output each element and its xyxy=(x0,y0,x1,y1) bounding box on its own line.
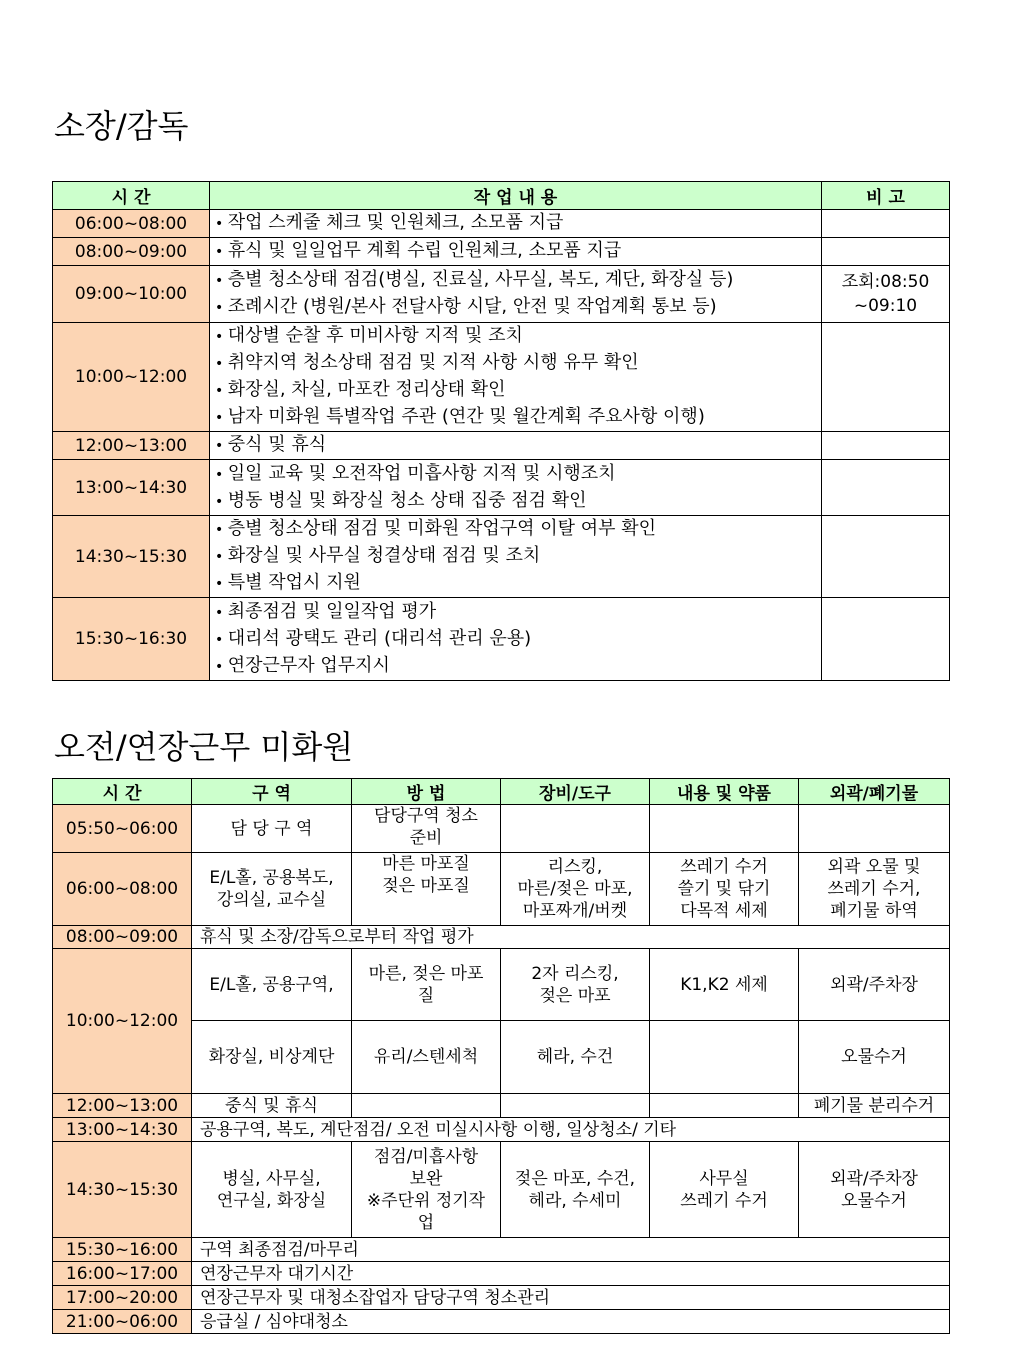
tools-cell xyxy=(501,805,650,853)
table-row xyxy=(53,1118,950,1142)
table-row xyxy=(53,1094,950,1118)
method-cell xyxy=(352,1094,501,1118)
time-cell: 16:00~17:00 xyxy=(53,1262,192,1286)
method-cell xyxy=(352,805,501,853)
time-cell: 21:00~06:00 xyxy=(53,1310,192,1334)
table-row xyxy=(53,1142,950,1238)
bullet-item: • 일일 교육 및 오전작업 미흡사항 지적 및 시행조치 xyxy=(215,461,817,488)
method-cell: 유리/스텐세척 xyxy=(352,1021,501,1094)
time-cell: 09:00~10:00 xyxy=(53,266,210,323)
bullet-item: • 화장실, 차실, 마포칸 정리상태 확인 xyxy=(215,377,817,404)
table-row xyxy=(53,266,950,323)
outer-cell xyxy=(799,1142,950,1238)
content-cell xyxy=(650,1021,799,1094)
bullet-item: • 특별 작업시 지원 xyxy=(215,570,817,597)
method-text: 마른, 젖은 마포 질 xyxy=(368,963,484,1006)
table-row xyxy=(53,516,950,598)
table-row xyxy=(53,432,950,460)
time-cell: 15:30~16:30 xyxy=(53,598,210,681)
content-cell xyxy=(650,853,799,926)
method-cell xyxy=(352,1142,501,1238)
content-cell: K1,K2 세제 xyxy=(650,949,799,1021)
content-text: 쓰레기 수거 쓸기 및 닦기 다목적 세제 xyxy=(677,857,771,921)
note-cell xyxy=(822,266,950,323)
content-text: 사무실 쓰레기 수거 xyxy=(680,1168,768,1211)
time-cell: 13:00~14:30 xyxy=(53,1118,192,1142)
area-cell: 담 당 구 역 xyxy=(192,805,352,853)
area-text: E/L홀, 공용복도, 강의실, 교수실 xyxy=(209,868,334,910)
content-cell xyxy=(210,598,822,681)
table-row xyxy=(53,323,950,432)
table-row xyxy=(53,598,950,681)
outer-cell: 오물수거 xyxy=(799,1021,950,1094)
bullet-item: • 휴식 및 일일업무 계획 수립 인원체크, 소모품 지급 xyxy=(215,238,817,265)
section-title-supervisor: 소장/감독 xyxy=(54,107,189,145)
header-content: 작 업 내 용 xyxy=(210,182,822,210)
merged-text-cell: 연장근무자 및 대청소잡업자 담당구역 청소관리 xyxy=(192,1286,950,1310)
time-cell: 13:00~14:30 xyxy=(53,460,210,516)
header-tools: 장비/도구 xyxy=(501,779,650,805)
method-cell xyxy=(352,949,501,1021)
table-row xyxy=(53,1286,950,1310)
area-text: 병실, 사무실, 연구실, 화장실 xyxy=(216,1168,327,1211)
table-header-row xyxy=(53,182,950,210)
time-cell: 06:00~08:00 xyxy=(53,853,192,926)
area-cell: 화장실, 비상계단 xyxy=(192,1021,352,1094)
time-cell: 06:00~08:00 xyxy=(53,210,210,238)
table-row xyxy=(53,805,950,853)
method-cell xyxy=(352,853,501,926)
content-cell xyxy=(210,238,822,266)
note-cell xyxy=(822,460,950,516)
header-time: 시 간 xyxy=(53,182,210,210)
method-text: 마른 마포질 젖은 마포질 xyxy=(382,854,470,896)
content-cell xyxy=(210,516,822,598)
time-cell: 15:30~16:00 xyxy=(53,1238,192,1262)
content-cell xyxy=(650,805,799,853)
outer-cell xyxy=(799,805,950,853)
outer-cell: 외곽/주차장 xyxy=(799,949,950,1021)
area-cell xyxy=(192,1142,352,1238)
note-cell xyxy=(822,432,950,460)
tools-cell xyxy=(501,853,650,926)
header-method: 방 법 xyxy=(352,779,501,805)
outer-text: 외곽/주차장 오물수거 xyxy=(830,1168,918,1211)
time-cell: 10:00~12:00 xyxy=(53,949,192,1094)
content-cell xyxy=(210,266,822,323)
bullet-item: • 남자 미화원 특별작업 주관 (연간 및 월간계획 주요사항 이행) xyxy=(215,404,817,431)
bullet-item: • 대리석 광택도 관리 (대리석 관리 운용) xyxy=(215,626,817,653)
area-cell: 중식 및 휴식 xyxy=(192,1094,352,1118)
content-cell xyxy=(210,460,822,516)
outer-cell xyxy=(799,853,950,926)
area-cell: E/L홀, 공용구역, xyxy=(192,949,352,1021)
table-row xyxy=(53,460,950,516)
note-cell xyxy=(822,210,950,238)
bullet-item: • 병동 병실 및 화장실 청소 상태 집중 점검 확인 xyxy=(215,488,817,515)
time-cell: 14:30~15:30 xyxy=(53,516,210,598)
time-cell: 10:00~12:00 xyxy=(53,323,210,432)
content-cell xyxy=(210,432,822,460)
header-content: 내용 및 약품 xyxy=(650,779,799,805)
content-cell xyxy=(650,1094,799,1118)
bullet-item: • 화장실 및 사무실 청결상태 점검 및 조치 xyxy=(215,543,817,570)
method-text: 담당구역 청소 준비 xyxy=(374,806,478,848)
header-area: 구 역 xyxy=(192,779,352,805)
cleaner-schedule-table xyxy=(52,778,950,1334)
bullet-item: • 최종점검 및 일일작업 평가 xyxy=(215,599,817,626)
outer-cell: 폐기물 분리수거 xyxy=(799,1094,950,1118)
note-cell xyxy=(822,238,950,266)
note-cell xyxy=(822,516,950,598)
tools-cell xyxy=(501,1142,650,1238)
note-text: 조회:08:50 ~09:10 xyxy=(841,272,930,316)
bullet-item: • 작업 스케줄 체크 및 인원체크, 소모품 지급 xyxy=(215,210,817,237)
bullet-item: • 연장근무자 업무지시 xyxy=(215,653,817,680)
content-cell xyxy=(650,1142,799,1238)
note-cell xyxy=(822,598,950,681)
supervisor-schedule-table xyxy=(52,181,950,681)
time-cell: 05:50~06:00 xyxy=(53,805,192,853)
merged-text-cell: 응급실 / 심야대청소 xyxy=(192,1310,950,1334)
time-cell: 14:30~15:30 xyxy=(53,1142,192,1238)
merged-text-cell: 구역 최종점검/마무리 xyxy=(192,1238,950,1262)
tools-cell xyxy=(501,949,650,1021)
time-cell: 12:00~13:00 xyxy=(53,1094,192,1118)
header-outer: 외곽/폐기물 xyxy=(799,779,950,805)
outer-text: 외곽 오물 및 쓰레기 수거, 폐기물 하역 xyxy=(827,857,921,921)
tools-cell xyxy=(501,1094,650,1118)
table-header-row xyxy=(53,779,950,805)
table-row xyxy=(53,926,950,949)
table-row xyxy=(53,210,950,238)
section-title-cleaners: 오전/연장근무 미화원 xyxy=(54,728,354,766)
merged-text-cell: 휴식 및 소장/감독으로부터 작업 평가 xyxy=(192,926,950,949)
table-row xyxy=(53,238,950,266)
tools-text: 젖은 마포, 수건, 헤라, 수세미 xyxy=(514,1168,636,1211)
bullet-item: • 층별 청소상태 점검 및 미화원 작업구역 이탈 여부 확인 xyxy=(215,516,817,543)
time-cell: 12:00~13:00 xyxy=(53,432,210,460)
table-row xyxy=(53,1238,950,1262)
area-cell xyxy=(192,853,352,926)
time-cell: 17:00~20:00 xyxy=(53,1286,192,1310)
header-note: 비 고 xyxy=(822,182,950,210)
time-cell: 08:00~09:00 xyxy=(53,238,210,266)
bullet-item: • 취약지역 청소상태 점검 및 지적 사항 시행 유무 확인 xyxy=(215,350,817,377)
content-cell xyxy=(210,210,822,238)
bullet-item: • 중식 및 휴식 xyxy=(215,432,817,459)
table-row xyxy=(53,1310,950,1334)
method-text: 점검/미흡사항 보완 ※주단위 정기작 업 xyxy=(366,1146,486,1233)
merged-text-cell: 공용구역, 복도, 계단점검/ 오전 미실시사항 이행, 일상청소/ 기타 xyxy=(192,1118,950,1142)
bullet-item: • 층별 청소상태 점검(병실, 진료실, 사무실, 복도, 계단, 화장실 등) xyxy=(215,267,817,294)
bullet-item: • 조례시간 (병원/본사 전달사항 시달, 안전 및 작업계획 통보 등) xyxy=(215,294,817,321)
bullet-item: • 대상별 순찰 후 미비사항 지적 및 조치 xyxy=(215,323,817,350)
merged-text-cell: 연장근무자 대기시간 xyxy=(192,1262,950,1286)
table-row xyxy=(53,949,950,1021)
tools-text: 리스킹, 마른/젖은 마포, 마포짜개/버켓 xyxy=(517,857,633,921)
tools-cell: 헤라, 수건 xyxy=(501,1021,650,1094)
content-cell xyxy=(210,323,822,432)
header-time: 시 간 xyxy=(53,779,192,805)
time-cell: 08:00~09:00 xyxy=(53,926,192,949)
note-cell xyxy=(822,323,950,432)
tools-text: 2자 리스킹, 젖은 마포 xyxy=(531,963,619,1006)
table-row xyxy=(53,853,950,926)
table-row xyxy=(53,1262,950,1286)
